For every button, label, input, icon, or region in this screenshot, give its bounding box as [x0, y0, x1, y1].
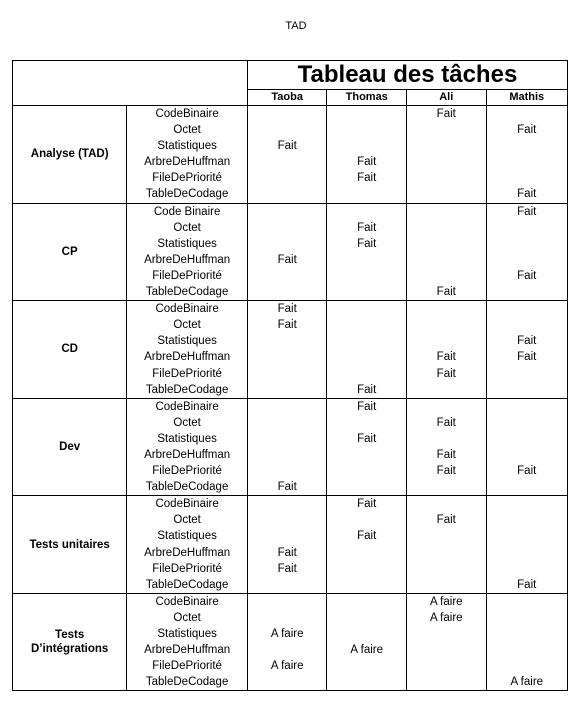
phase-row-tests-integrations: [13, 593, 568, 691]
subtask-label: Statistiques: [157, 628, 217, 640]
subtask-list: [127, 496, 248, 594]
subtask-label: ArbreDeHuffman: [144, 546, 231, 559]
status-value: [487, 317, 568, 333]
status-value: Fait: [357, 400, 377, 413]
subtask-label: Octet: [173, 221, 201, 234]
status-value: [487, 284, 568, 300]
status-value: [327, 626, 406, 642]
status-cell-mathis: [486, 203, 568, 301]
subtask-list: [127, 106, 248, 204]
status-value: [407, 252, 485, 268]
status-cell-thomas: [327, 301, 407, 399]
status-value: Fait: [517, 465, 537, 478]
status-value: [487, 301, 568, 317]
status-value: [248, 674, 326, 690]
subtask-label: Octet: [173, 611, 201, 624]
status-value: [327, 317, 406, 333]
subtask-list: [127, 398, 248, 496]
status-value: [248, 204, 326, 220]
subtask-label: FileDePriorité: [152, 465, 222, 478]
status-cell-mathis: [486, 398, 568, 496]
status-value: A faire: [270, 660, 304, 673]
phase-label-cp: CP: [13, 203, 127, 301]
status-value: [327, 366, 406, 382]
status-value: [487, 431, 568, 447]
subtask-label: TableDeCodage: [145, 481, 229, 494]
status-value: [407, 674, 485, 690]
status-value: [327, 186, 406, 202]
status-value: [407, 545, 485, 561]
subtask-label: Statistiques: [157, 432, 217, 445]
page-title: TAD: [285, 20, 307, 32]
status-value: [487, 447, 568, 463]
status-value: [407, 528, 485, 544]
subtask-label: CodeBinaire: [155, 595, 219, 608]
status-value: Fait: [357, 172, 377, 185]
status-value: Fait: [517, 578, 537, 591]
phase-row-tests-unitaires: [13, 496, 568, 594]
status-value: [487, 220, 568, 236]
status-value: [407, 399, 485, 415]
status-value: [487, 106, 568, 122]
status-value: Fait: [357, 530, 377, 543]
status-value: Fait: [517, 188, 537, 201]
status-value: [487, 236, 568, 252]
status-value: [407, 626, 485, 642]
status-value: [327, 479, 406, 495]
subtask-label: Octet: [173, 416, 201, 429]
status-value: A faire: [429, 595, 463, 608]
status-value: Fait: [277, 481, 297, 494]
status-value: Fait: [517, 269, 537, 282]
phase-row-cd: [13, 301, 568, 399]
status-cell-thomas: [327, 203, 407, 301]
status-value: Fait: [436, 416, 456, 429]
status-value: [407, 479, 485, 495]
status-value: Fait: [277, 546, 297, 559]
status-cell-thomas: [327, 106, 407, 204]
status-value: [327, 561, 406, 577]
status-value: [487, 138, 568, 154]
subtask-label: FileDePriorité: [152, 172, 222, 185]
subtask-label: Statistiques: [157, 335, 217, 348]
status-value: [487, 561, 568, 577]
status-cell-ali: [407, 398, 486, 496]
status-value: Fait: [436, 351, 456, 364]
status-value: [487, 594, 568, 610]
status-value: [327, 284, 406, 300]
status-value: [327, 674, 406, 690]
subtask-list: [127, 301, 248, 399]
status-value: [407, 220, 485, 236]
status-value: [407, 382, 485, 398]
status-cell-ali: [407, 593, 486, 691]
table-corner: [13, 61, 248, 106]
status-value: [327, 333, 406, 349]
subtask-label: TableDeCodage: [145, 676, 229, 689]
subtask-label: ArbreDeHuffman: [144, 351, 231, 364]
status-value: A faire: [429, 611, 463, 624]
status-value: [487, 479, 568, 495]
subtask-label: Octet: [173, 319, 201, 332]
status-value: [248, 415, 326, 431]
status-cell-ali: [407, 106, 486, 204]
status-value: Fait: [277, 140, 297, 153]
status-value: [248, 122, 326, 138]
status-value: [327, 447, 406, 463]
status-value: [487, 252, 568, 268]
status-cell-thomas: [327, 398, 407, 496]
status-value: Fait: [517, 205, 537, 218]
status-value: [248, 594, 326, 610]
phase-label-analyse-tad: Analyse (TAD): [13, 106, 127, 204]
status-value: [407, 642, 485, 658]
status-value: [407, 496, 485, 512]
status-value: Fait: [277, 253, 297, 266]
subtask-label: Code Binaire: [153, 205, 221, 218]
status-value: Fait: [277, 303, 297, 316]
status-cell-mathis: [486, 106, 568, 204]
status-value: [407, 577, 485, 593]
status-value: Fait: [517, 351, 537, 364]
subtask-label: ArbreDeHuffman: [144, 644, 231, 657]
status-value: [487, 642, 568, 658]
task-table: [12, 60, 568, 691]
status-value: [327, 610, 406, 626]
status-cell-mathis: [486, 301, 568, 399]
status-value: [487, 415, 568, 431]
status-value: [327, 122, 406, 138]
status-value: [487, 399, 568, 415]
status-cell-ali: [407, 203, 486, 301]
status-value: [327, 349, 406, 365]
status-value: [248, 496, 326, 512]
status-value: [487, 170, 568, 186]
status-value: [327, 106, 406, 122]
status-value: [248, 186, 326, 202]
status-value: [248, 642, 326, 658]
status-value: [248, 528, 326, 544]
status-value: [407, 301, 485, 317]
status-value: A faire: [350, 644, 384, 657]
status-value: [248, 399, 326, 415]
subtask-label: Octet: [173, 124, 201, 137]
status-cell-thomas: [327, 496, 407, 594]
subtask-label: Statistiques: [157, 530, 217, 543]
phase-row-cp: [13, 203, 568, 301]
status-value: [487, 496, 568, 512]
phase-label-dev: Dev: [13, 398, 127, 496]
status-value: [407, 333, 485, 349]
subtask-label: TableDeCodage: [145, 578, 229, 591]
status-value: Fait: [277, 562, 297, 575]
phase-label-cd: CD: [13, 301, 127, 399]
status-value: [248, 512, 326, 528]
subtask-list: [127, 203, 248, 301]
phase-row-dev: [13, 398, 568, 496]
status-value: [327, 512, 406, 528]
status-value: Fait: [277, 319, 297, 332]
status-value: Fait: [436, 514, 456, 527]
table-title: Tableau des tâches: [247, 61, 567, 90]
status-value: Fait: [436, 367, 456, 380]
status-value: [327, 577, 406, 593]
status-value: [487, 528, 568, 544]
subtask-label: CodeBinaire: [155, 303, 219, 316]
status-value: [487, 512, 568, 528]
status-value: [407, 268, 485, 284]
status-value: Fait: [436, 286, 456, 299]
subtask-label: Statistiques: [157, 140, 217, 153]
status-value: [248, 236, 326, 252]
status-value: [407, 431, 485, 447]
status-value: [327, 545, 406, 561]
status-value: Fait: [357, 221, 377, 234]
status-cell-thomas: [327, 593, 407, 691]
status-value: [407, 658, 485, 674]
subtask-label: ArbreDeHuffman: [144, 156, 231, 169]
status-value: [487, 154, 568, 170]
status-value: [407, 317, 485, 333]
subtask-label: CodeBinaire: [155, 108, 219, 120]
status-value: [248, 284, 326, 300]
status-value: [407, 236, 485, 252]
status-value: [248, 154, 326, 170]
status-value: [487, 382, 568, 398]
subtask-label: TableDeCodage: [145, 286, 229, 299]
status-value: A faire: [270, 628, 304, 640]
status-cell-taoba: [247, 301, 326, 399]
status-cell-ali: [407, 496, 486, 594]
status-value: [327, 204, 406, 220]
status-value: [248, 268, 326, 284]
status-cell-taoba: [247, 203, 326, 301]
status-value: [327, 594, 406, 610]
subtask-label: TableDeCodage: [145, 383, 229, 396]
subtask-label: TableDeCodage: [145, 188, 229, 201]
status-value: [248, 610, 326, 626]
status-cell-taoba: [247, 496, 326, 594]
subtask-label: Octet: [173, 514, 201, 527]
status-value: Fait: [517, 335, 537, 348]
status-value: [487, 545, 568, 561]
status-value: [248, 382, 326, 398]
status-value: [407, 186, 485, 202]
status-value: [248, 431, 326, 447]
status-value: [407, 154, 485, 170]
status-value: [407, 122, 485, 138]
subtask-label: ArbreDeHuffman: [144, 253, 231, 266]
status-value: [327, 301, 406, 317]
member-header-ali: Ali: [407, 90, 486, 106]
status-value: [487, 610, 568, 626]
subtask-label: FileDePriorité: [152, 269, 222, 282]
status-value: Fait: [436, 448, 456, 461]
status-value: [248, 170, 326, 186]
subtask-list: [127, 593, 248, 691]
status-value: [407, 170, 485, 186]
status-value: [248, 463, 326, 479]
status-value: [327, 268, 406, 284]
status-value: [327, 658, 406, 674]
phase-row-analyse-tad: [13, 106, 568, 204]
phase-label-tests-integrations: Tests D’intégrations: [13, 593, 127, 691]
status-value: Fait: [357, 383, 377, 396]
status-value: Fait: [436, 465, 456, 478]
subtask-label: FileDePriorité: [152, 367, 222, 380]
status-value: [487, 626, 568, 642]
status-value: [407, 204, 485, 220]
member-header-taoba: Taoba: [247, 90, 326, 106]
status-value: [248, 349, 326, 365]
subtask-label: CodeBinaire: [155, 400, 219, 413]
status-value: [248, 366, 326, 382]
status-cell-taoba: [247, 106, 326, 204]
subtask-label: Statistiques: [157, 237, 217, 250]
status-value: [407, 138, 485, 154]
status-value: Fait: [357, 156, 377, 169]
status-value: Fait: [436, 108, 456, 120]
status-value: A faire: [510, 676, 544, 689]
status-value: [248, 577, 326, 593]
status-cell-mathis: [486, 496, 568, 594]
subtask-label: ArbreDeHuffman: [144, 448, 231, 461]
status-value: [327, 252, 406, 268]
phase-label-tests-unitaires: Tests unitaires: [13, 496, 127, 594]
member-header-thomas: Thomas: [327, 90, 407, 106]
status-value: Fait: [357, 237, 377, 250]
status-cell-taoba: [247, 593, 326, 691]
subtask-label: CodeBinaire: [155, 498, 219, 511]
subtask-label: FileDePriorité: [152, 660, 222, 673]
status-value: [248, 333, 326, 349]
status-cell-taoba: [247, 398, 326, 496]
status-value: [248, 106, 326, 122]
subtask-label: FileDePriorité: [152, 562, 222, 575]
status-value: [487, 366, 568, 382]
status-cell-ali: [407, 301, 486, 399]
member-header-mathis: Mathis: [486, 90, 568, 106]
status-value: Fait: [357, 432, 377, 445]
status-value: Fait: [357, 498, 377, 511]
status-value: [327, 415, 406, 431]
status-value: [407, 561, 485, 577]
status-cell-mathis: [486, 593, 568, 691]
status-value: [327, 138, 406, 154]
status-value: [248, 447, 326, 463]
status-value: [248, 220, 326, 236]
status-value: Fait: [517, 124, 537, 137]
status-value: [327, 463, 406, 479]
status-value: [487, 658, 568, 674]
